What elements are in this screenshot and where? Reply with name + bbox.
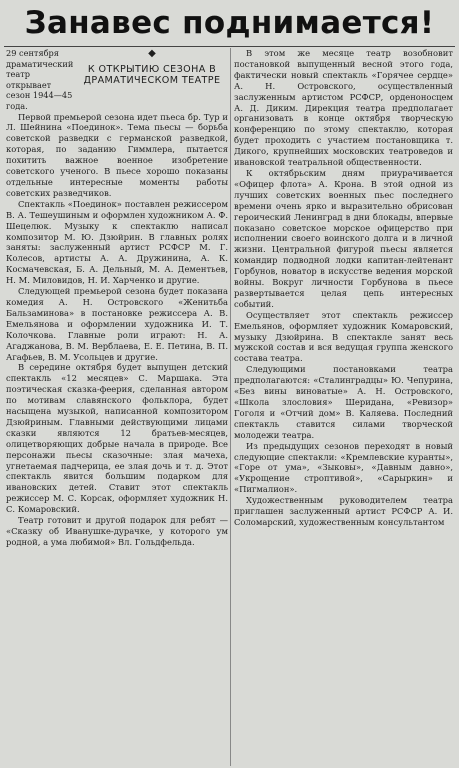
paragraph-ofitser-staging: Осуществляет этот спектакль режиссер Емельянов, оформляет художник Комаровский, музыку Дзюйрина. В спектакле занят весь мужской состав и вся ведущая группа женского состава театра. xyxy=(234,309,453,364)
paragraph-goryachee-serdtse: В этом же месяце театр возобновит постановкой выпущенный весной этого года, фактически новый спектакль «Горячее сердце» А. Н. Островского, осуществленный заслуженным артистом РСФСР, орденоносцем А. Д. Диким. Дирекция театра предполагает организовать в конце октября творческую конференцию по этому спектаклю, которая будет проходить с участием постановщика т. Дикого, крупнейших московских театроведов и ивановской театральной общественности. xyxy=(234,48,453,168)
paragraph-12-months: В середине октября будет выпущен детский спектакль «12 месяцев» С. Маршака. Эта поэтическая сказка-феерия, сделанная автором по мотивам славянского фольклора, будет насыщена музыкой, написанной композитором Дзюйриным. Главными действующими лицами сказки являются 12 братьев-месяцев, олицетворяющих добрые начала в природе. Все персонажи пьесы сказочные: злая мачеха, угнетаемая падчерица, ее злая дочь и т. д. Этот спектакль явится большим подарком для ивановских детей. Ставит этот спектакль режиссер М. С. Корсак, оформляет художник Н. С. Комаровский. xyxy=(6,362,228,515)
section-title: К ОТКРЫТИЮ СЕЗОНА В ДРАМАТИЧЕСКОМ ТЕАТРЕ xyxy=(83,64,221,86)
newspaper-headline: Занавес поднимается! xyxy=(24,5,435,41)
paragraph-poedinok-cast: Спектакль «Поединок» поставлен режиссером В. А. Тешеушиным и оформлен художником А. Ф. Шецелюк. Музыку к спектаклю написал композитор М. Ю. Дзюйрин. В главных ролях заняты: заслуженный артист РСФСР М. Г. Колесов, артисты А. А. Дружинина, А. К. Космачевская, Б. А. Дельный, М. А. Дементьев, Н. М. Миловидов, Н. И. Харченко и другие. xyxy=(6,198,228,286)
right-column xyxy=(234,48,453,766)
section-heading-block xyxy=(76,48,228,112)
headline-rule xyxy=(4,46,455,47)
left-column xyxy=(6,48,228,766)
paragraph-next-productions: Следующими постановками театра предполагаются: «Сталинградцы» Ю. Чепурина, «Без вины виноватые» А. Н. Островского, «Школа злословия» Шеридана, «Ревизор» Гоголя и «Отчий дом» В. Каляева. Последний спектакль ставится силами творческой молодежи театра. xyxy=(234,364,453,440)
paragraph-poedinok: Первой премьерой сезона идет пьеса бр. Тур и Л. Шейнина «Поединок». Тема пьесы — борьба советской разведки с германской разведкой, которая, по заданию Гиммлера, пытается похитить важное военное изобретение советского ученого. В пьесе хорошо показаны отдельные интересные моменты работы советских разведчиков. xyxy=(6,111,228,198)
paragraph-artistic-director: Художественным руководителем театра приглашен заслуженный артист РСФСР А. И. Соломарский, художественным консультантом xyxy=(234,495,453,527)
column-divider xyxy=(230,48,231,766)
intro-block xyxy=(6,48,228,112)
paragraph-repertoire: Из предыдущих сезонов переходят в новый следующие спектакли: «Кремлевские куранты», «Горе от ума», «Зыковы», «Давным давно», «Укрощение строптивой», «Сарыркин» и «Пигмалион». xyxy=(234,440,453,495)
intro-text: 29 сентября драматический театр открывает сезон 1944—45 года. xyxy=(6,48,74,111)
paragraph-ofitser-flota: К октябрьским дням приурачивается «Офицер флота» А. Крона. В этой одной из лучших советских военных пьес последнего времени очень ярко и выразительно обрисован героический Ленинград в дни блокады, впервые показано советское морское офицерство при исполнении своего воинского долга и в личной жизни. Центральной фигурой пьесы является командир подводной лодки капитан-лейтенант Горбунов, новатор в искусстве ведения морской войны. Вокруг личности Горбунова в пьесе развертывается целая цепь интересных событий. xyxy=(234,167,453,309)
paragraph-balzaminov: Следующей премьерой сезона будет показана комедия А. Н. Островского «Женитьба Бальзаминова» в постановке режиссера А. В. Емельянова и оформлении художника И. Т. Колочкова. Главные роли играют: Н. А. Агаджанова, В. М. Верблаева, Е. Е. Петина, В. П. Агафьев, В. М. Усольцев и другие. xyxy=(6,286,228,362)
paragraph-ivanushka: Театр готовит и другой подарок для ребят — «Сказку об Иванушке-дурачке, у которого ум родной, а ума любимой» Вл. Гольдфельда. xyxy=(6,515,228,547)
ornament-icon: ◆ xyxy=(148,48,156,59)
